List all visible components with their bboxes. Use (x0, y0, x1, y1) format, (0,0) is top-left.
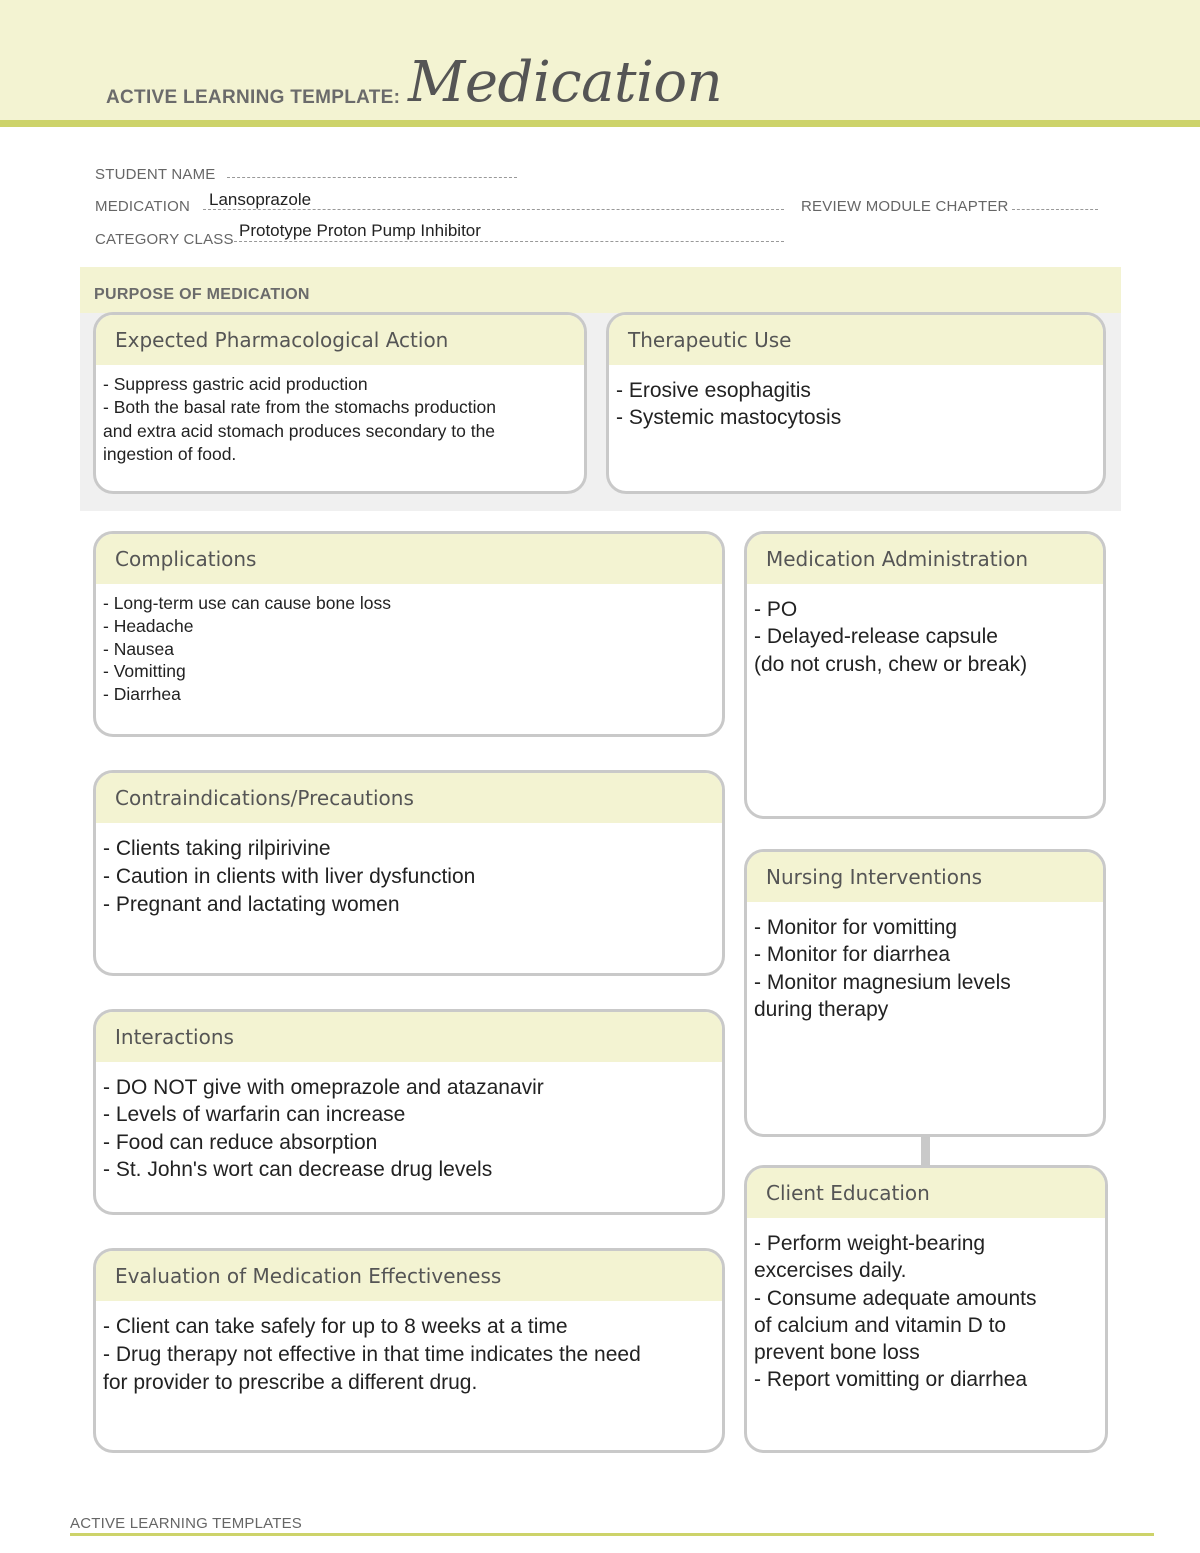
text-line: - Report vomitting or diarrhea (754, 1368, 1028, 1392)
card-title: Client Education (766, 1181, 930, 1205)
text-line: of calcium and vitamin D to (754, 1313, 1007, 1337)
medication-label: MEDICATION (95, 198, 191, 215)
review-module-line (1012, 209, 1098, 210)
text-line: - Perform weight-bearing (754, 1232, 986, 1255)
text-line: - Levels of warfarin can increase (103, 1103, 406, 1127)
text-line: - Pregnant and lactating women (103, 893, 400, 916)
student-name-line (227, 177, 517, 178)
card-title: Interactions (115, 1025, 234, 1049)
card-header (96, 773, 722, 823)
text-line: - Diarrhea (103, 684, 181, 705)
text-line: - DO NOT give with omeprazole and atazanavir (103, 1076, 544, 1099)
contraindications-card (93, 770, 725, 976)
text-line: - Vomitting (103, 661, 186, 682)
expected-action-card (93, 312, 587, 494)
text-line: - Headache (103, 615, 194, 636)
card-header (747, 852, 1103, 902)
card-header (96, 315, 584, 365)
text-line: - Monitor for vomitting (754, 916, 958, 939)
review-module-label: REVIEW MODULE CHAPTER (801, 198, 1009, 215)
text-line: during therapy (754, 997, 889, 1021)
text-line: - Drug therapy not effective in that time indicates the need (103, 1342, 641, 1366)
interactions-text[interactable] (96, 1062, 722, 1183)
card-header (96, 534, 722, 584)
therapeutic-use-card (606, 312, 1106, 494)
header-divider (0, 120, 1200, 127)
card-header (747, 534, 1103, 584)
card-title: Evaluation of Medication Effectiveness (115, 1264, 502, 1288)
nursing-interventions-text[interactable] (747, 902, 1103, 1023)
evaluation-text[interactable] (96, 1301, 722, 1396)
card-title: Nursing Interventions (766, 865, 983, 889)
text-line: - Caution in clients with liver dysfunction (103, 865, 476, 888)
text-line: - Clients taking rilpirivine (103, 837, 331, 860)
evaluation-card (93, 1248, 725, 1453)
card-connector (921, 1137, 930, 1167)
expected-action-text[interactable] (96, 365, 584, 466)
text-line: - Both the basal rate from the stomachs production (103, 397, 496, 418)
interactions-card (93, 1009, 725, 1215)
card-title: Therapeutic Use (628, 328, 792, 352)
text-line: - Monitor for diarrhea (754, 943, 951, 967)
text-line: (do not crush, chew or break) (754, 652, 1028, 676)
medication-administration-text[interactable] (747, 584, 1103, 678)
purpose-label: PURPOSE OF MEDICATION (94, 286, 310, 303)
text-line: ingestion of food. (103, 443, 237, 464)
card-title: Complications (115, 547, 257, 571)
student-name-label: STUDENT NAME (95, 166, 216, 183)
footer-label: ACTIVE LEARNING TEMPLATES (70, 1515, 302, 1532)
footer-divider (70, 1533, 1154, 1536)
template-label: ACTIVE LEARNING TEMPLATE: (106, 87, 401, 108)
therapeutic-use-text[interactable] (609, 365, 1103, 432)
card-title: Contraindications/Precautions (115, 786, 414, 810)
page-title: Medication (408, 50, 723, 115)
client-education-card (744, 1165, 1108, 1453)
text-line: - Monitor magnesium levels (754, 970, 1011, 994)
text-line: - Nausea (103, 638, 175, 659)
text-line: prevent bone loss (754, 1341, 920, 1365)
complications-text[interactable] (96, 584, 722, 706)
client-education-text[interactable] (747, 1218, 1105, 1394)
card-title: Medication Administration (766, 547, 1029, 571)
category-class-line (234, 241, 784, 242)
text-line: - St. John's wort can decrease drug levels (103, 1157, 493, 1181)
card-header (96, 1012, 722, 1062)
text-line: - Client can take safely for up to 8 weeks at a time (103, 1315, 568, 1338)
text-line: excercises daily. (754, 1259, 907, 1283)
category-class-field[interactable]: Prototype Proton Pump Inhibitor (239, 221, 481, 240)
text-line: - Food can reduce absorption (103, 1130, 378, 1154)
text-line: and extra acid stomach produces secondary to the (103, 420, 496, 441)
complications-card (93, 531, 725, 737)
card-header (747, 1168, 1105, 1218)
text-line: - Erosive esophagitis (616, 379, 811, 402)
medication-administration-card (744, 531, 1106, 819)
text-line: - Delayed-release capsule (754, 625, 998, 649)
text-line: - Long-term use can cause bone loss (103, 593, 391, 613)
text-line: - Consume adequate amounts (754, 1286, 1037, 1310)
card-header (96, 1251, 722, 1301)
text-line: - Systemic mastocytosis (616, 406, 842, 430)
text-line: for provider to prescribe a different drug. (103, 1370, 478, 1394)
medication-field[interactable]: Lansoprazole (209, 190, 312, 209)
text-line: - Suppress gastric acid production (103, 374, 368, 394)
text-line: - PO (754, 598, 798, 621)
card-header (609, 315, 1103, 365)
card-title: Expected Pharmacological Action (115, 328, 449, 352)
category-class-label: CATEGORY CLASS (95, 231, 234, 248)
nursing-interventions-card (744, 849, 1106, 1137)
contraindications-text[interactable] (96, 823, 722, 919)
